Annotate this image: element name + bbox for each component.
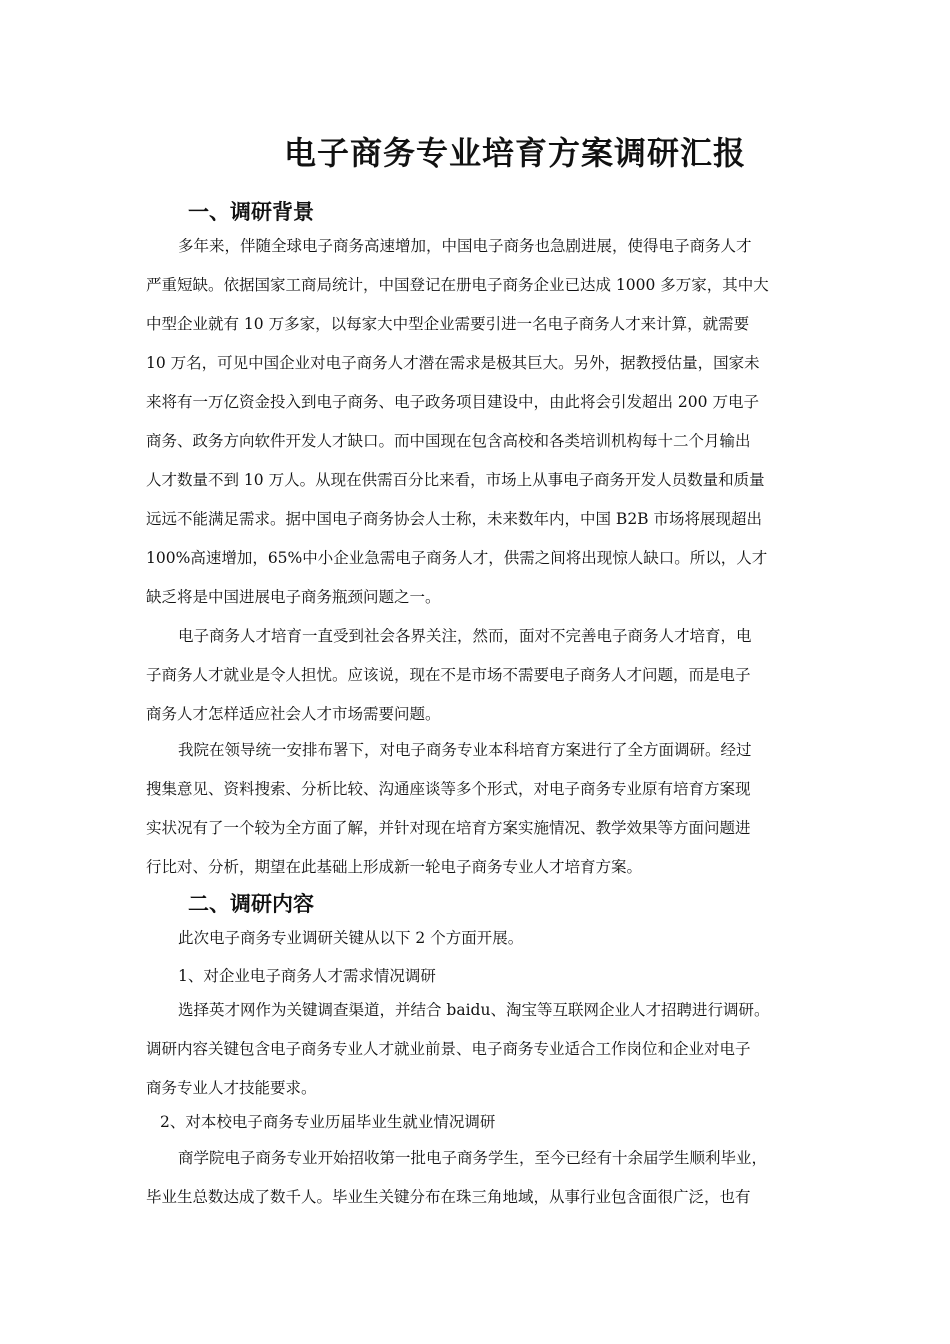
section-heading-content: 二、调研内容 [188,891,314,916]
paragraph-line: 毕业生总数达成了数千人。毕业生关键分布在珠三角地域，从事行业包含面很广泛，也有 [146,1188,751,1206]
paragraph-line: 电子商务人才培育一直受到社会各界关注，然而，面对不完善电子商务人才培育，电 [178,627,752,645]
subsection-heading: 2、对本校电子商务专业历届毕业生就业情况调研 [160,1113,496,1131]
paragraph-line: 搜集意见、资料搜索、分析比较、沟通座谈等多个形式，对电子商务专业原有培育方案现 [146,780,751,798]
paragraph-line: 缺乏将是中国进展电子商务瓶颈问题之一。 [146,588,441,606]
paragraph-line: 实状况有了一个较为全方面了解，并针对现在培育方案实施情况、教学效果等方面问题进 [146,819,751,837]
section-heading-background: 一、调研背景 [188,199,314,224]
paragraph-line: 远远不能满足需求。据中国电子商务协会人士称，未来数年内，中国 B2B 市场将展现超出 [146,510,762,528]
paragraph-line: 人才数量不到 10 万人。从现在供需百分比来看，市场上从事电子商务开发人员数量和质量 [146,471,765,489]
paragraph-line: 商务专业人才技能要求。 [146,1079,317,1097]
paragraph-line: 商学院电子商务专业开始招收第一批电子商务学生，至今已经有十余届学生顺利毕业， [178,1149,768,1167]
document-title: 电子商务专业培育方案调研汇报 [283,134,746,172]
paragraph-line: 100%高速增加，65%中小企业急需电子商务人才，供需之间将出现惊人缺口。所以，人才 [146,549,768,567]
paragraph-line: 此次电子商务专业调研关键从以下 2 个方面开展。 [178,929,524,947]
paragraph-line: 来将有一万亿资金投入到电子商务、电子政务项目建设中，由此将会引发超出 200 万电子 [146,393,759,411]
paragraph-line: 10 万名，可见中国企业对电子商务人才潜在需求是极其巨大。另外，据教授估量，国家未 [146,354,760,372]
paragraph-line: 调研内容关键包含电子商务专业人才就业前景、电子商务专业适合工作岗位和企业对电子 [146,1040,751,1058]
paragraph-line: 商务、政务方向软件开发人才缺口。而中国现在包含高校和各类培训机构每十二个月输出 [146,432,751,450]
paragraph-line: 商务人才怎样适应社会人才市场需要问题。 [146,705,441,723]
paragraph-line: 子商务人才就业是令人担忧。应该说，现在不是市场不需要电子商务人才问题，而是电子 [146,666,751,684]
paragraph-line: 多年来，伴随全球电子商务高速增加，中国电子商务也急剧进展，使得电子商务人才 [178,237,752,255]
paragraph-line: 选择英才网作为关键调查渠道，并结合 baidu、淘宝等互联网企业人才招聘进行调研。 [178,1001,770,1019]
paragraph-line: 我院在领导统一安排布署下，对电子商务专业本科培育方案进行了全方面调研。经过 [178,741,752,759]
paragraph-line: 严重短缺。依据国家工商局统计，中国登记在册电子商务企业已达成 1000 多万家，其中大 [146,276,769,294]
subsection-heading: 1、对企业电子商务人才需求情况调研 [178,967,436,985]
paragraph-line: 中型企业就有 10 万多家，以每家大中型企业需要引进一名电子商务人才来计算，就需要 [146,315,750,333]
paragraph-line: 行比对、分析，期望在此基础上形成新一轮电子商务专业人才培育方案。 [146,858,643,876]
